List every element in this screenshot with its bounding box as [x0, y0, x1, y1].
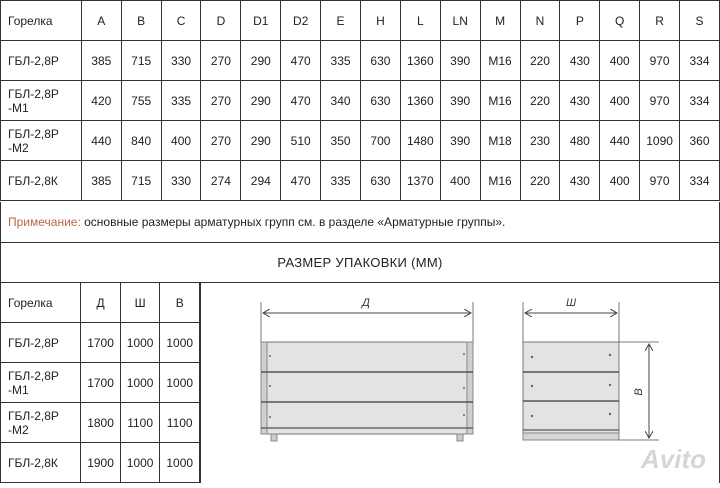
column-header: D1 — [241, 1, 281, 41]
burner-name: ГБЛ-2,8Р -М2 — [1, 121, 82, 161]
table-cell: 840 — [121, 121, 161, 161]
table-cell: 510 — [281, 121, 321, 161]
table-row — [1, 81, 720, 121]
column-header: B — [121, 1, 161, 41]
table-cell: 220 — [520, 161, 560, 201]
table-cell: 270 — [201, 41, 241, 81]
packing-title: РАЗМЕР УПАКОВКИ (ММ) — [0, 242, 720, 283]
table-cell: M16 — [480, 161, 520, 201]
table-cell: 430 — [560, 81, 600, 121]
table-cell: 220 — [520, 81, 560, 121]
column-header: D2 — [281, 1, 321, 41]
width-label: Ш — [565, 297, 577, 309]
table-cell: 385 — [81, 41, 121, 81]
table-cell: 480 — [560, 121, 600, 161]
table-cell: 1000 — [160, 363, 200, 403]
table-cell: 430 — [560, 161, 600, 201]
table-cell: M18 — [480, 121, 520, 161]
height-label: В — [633, 388, 645, 396]
table-cell: 1000 — [120, 323, 160, 363]
table-cell: 1000 — [160, 443, 200, 483]
table-cell: 1900 — [81, 443, 121, 483]
table-row — [1, 161, 720, 201]
table-cell: 400 — [600, 161, 640, 201]
table-cell: 970 — [640, 81, 680, 121]
table-cell: 290 — [241, 81, 281, 121]
table-cell: 1480 — [400, 121, 440, 161]
note-text: основные размеры арматурных групп см. в разделе «Арматурные группы». — [80, 215, 506, 229]
table-cell: 220 — [520, 41, 560, 81]
table-cell: 1360 — [400, 41, 440, 81]
table-cell: 1000 — [120, 443, 160, 483]
table-cell: 1700 — [81, 363, 121, 403]
header-row — [1, 1, 720, 41]
table-cell: 330 — [161, 41, 201, 81]
column-header: L — [400, 1, 440, 41]
table-cell: 630 — [360, 161, 400, 201]
note — [0, 202, 720, 242]
table-cell: 1370 — [400, 161, 440, 201]
table-cell: 334 — [680, 161, 720, 201]
table-cell: 400 — [600, 41, 640, 81]
column-header: E — [321, 1, 361, 41]
burner-name: ГБЛ-2,8К — [1, 443, 81, 483]
packing-table — [0, 282, 200, 483]
burner-name: ГБЛ-2,8К — [1, 161, 82, 201]
table-cell: 294 — [241, 161, 281, 201]
crate-front-view — [261, 297, 473, 441]
table-row — [1, 323, 200, 363]
table-cell: 330 — [161, 161, 201, 201]
table-cell: 420 — [81, 81, 121, 121]
column-header: M — [480, 1, 520, 41]
column-header: Горелка — [1, 1, 82, 41]
table-cell: 1700 — [81, 323, 121, 363]
burner-name: ГБЛ-2,8Р -М2 — [1, 403, 81, 443]
table-cell: 970 — [640, 161, 680, 201]
burner-name: ГБЛ-2,8Р — [1, 41, 82, 81]
header-row — [1, 283, 200, 323]
table-cell: 274 — [201, 161, 241, 201]
table-row — [1, 121, 720, 161]
column-header: H — [360, 1, 400, 41]
table-cell: 700 — [360, 121, 400, 161]
table-row — [1, 41, 720, 81]
column-header: S — [680, 1, 720, 41]
table-cell: 340 — [321, 81, 361, 121]
table-cell: 270 — [201, 121, 241, 161]
table-row — [1, 443, 200, 483]
table-cell: 440 — [81, 121, 121, 161]
table-cell: 715 — [121, 161, 161, 201]
table-cell: 390 — [440, 81, 480, 121]
table-cell: M16 — [480, 41, 520, 81]
column-header: A — [81, 1, 121, 41]
table-cell: 360 — [680, 121, 720, 161]
dimensions-table — [0, 0, 720, 201]
burner-name: ГБЛ-2,8Р -М1 — [1, 81, 82, 121]
length-label: Д — [362, 297, 370, 309]
table-row — [1, 363, 200, 403]
table-cell: 334 — [680, 81, 720, 121]
burner-name: ГБЛ-2,8Р -М1 — [1, 363, 81, 403]
column-header: Д — [81, 283, 121, 323]
table-cell: 755 — [121, 81, 161, 121]
table-cell: 630 — [360, 41, 400, 81]
table-cell: 1000 — [160, 323, 200, 363]
avito-watermark: Avito — [641, 444, 706, 474]
table-cell: 1360 — [400, 81, 440, 121]
table-cell: 1800 — [81, 403, 121, 443]
column-header: R — [640, 1, 680, 41]
crate-side-view — [523, 297, 659, 440]
table-cell: 385 — [81, 161, 121, 201]
column-header: В — [160, 283, 200, 323]
table-cell: 290 — [241, 41, 281, 81]
column-header: P — [560, 1, 600, 41]
table-cell: 230 — [520, 121, 560, 161]
table-cell: 470 — [281, 161, 321, 201]
table-cell: 630 — [360, 81, 400, 121]
column-header: D — [201, 1, 241, 41]
table-cell: 440 — [600, 121, 640, 161]
column-header: Горелка — [1, 283, 81, 323]
table-cell: 970 — [640, 41, 680, 81]
table-cell: 715 — [121, 41, 161, 81]
burner-name: ГБЛ-2,8Р — [1, 323, 81, 363]
table-cell: 1100 — [160, 403, 200, 443]
table-cell: 290 — [241, 121, 281, 161]
table-cell: 1090 — [640, 121, 680, 161]
table-cell: 335 — [321, 41, 361, 81]
table-cell: 400 — [600, 81, 640, 121]
note-label: Примечание: — [8, 215, 81, 229]
table-cell: 430 — [560, 41, 600, 81]
table-cell: 270 — [201, 81, 241, 121]
table-cell: 390 — [440, 41, 480, 81]
table-cell: 1100 — [120, 403, 160, 443]
table-cell: 400 — [440, 161, 480, 201]
table-cell: 390 — [440, 121, 480, 161]
column-header: Ш — [120, 283, 160, 323]
table-cell: 350 — [321, 121, 361, 161]
table-cell: 335 — [161, 81, 201, 121]
table-cell: M16 — [480, 81, 520, 121]
table-row — [1, 403, 200, 443]
table-cell: 400 — [161, 121, 201, 161]
table-cell: 470 — [281, 41, 321, 81]
table-cell: 1000 — [120, 363, 160, 403]
table-cell: 334 — [680, 41, 720, 81]
table-cell: 470 — [281, 81, 321, 121]
column-header: C — [161, 1, 201, 41]
table-cell: 335 — [321, 161, 361, 201]
column-header: N — [520, 1, 560, 41]
column-header: Q — [600, 1, 640, 41]
column-header: LN — [440, 1, 480, 41]
